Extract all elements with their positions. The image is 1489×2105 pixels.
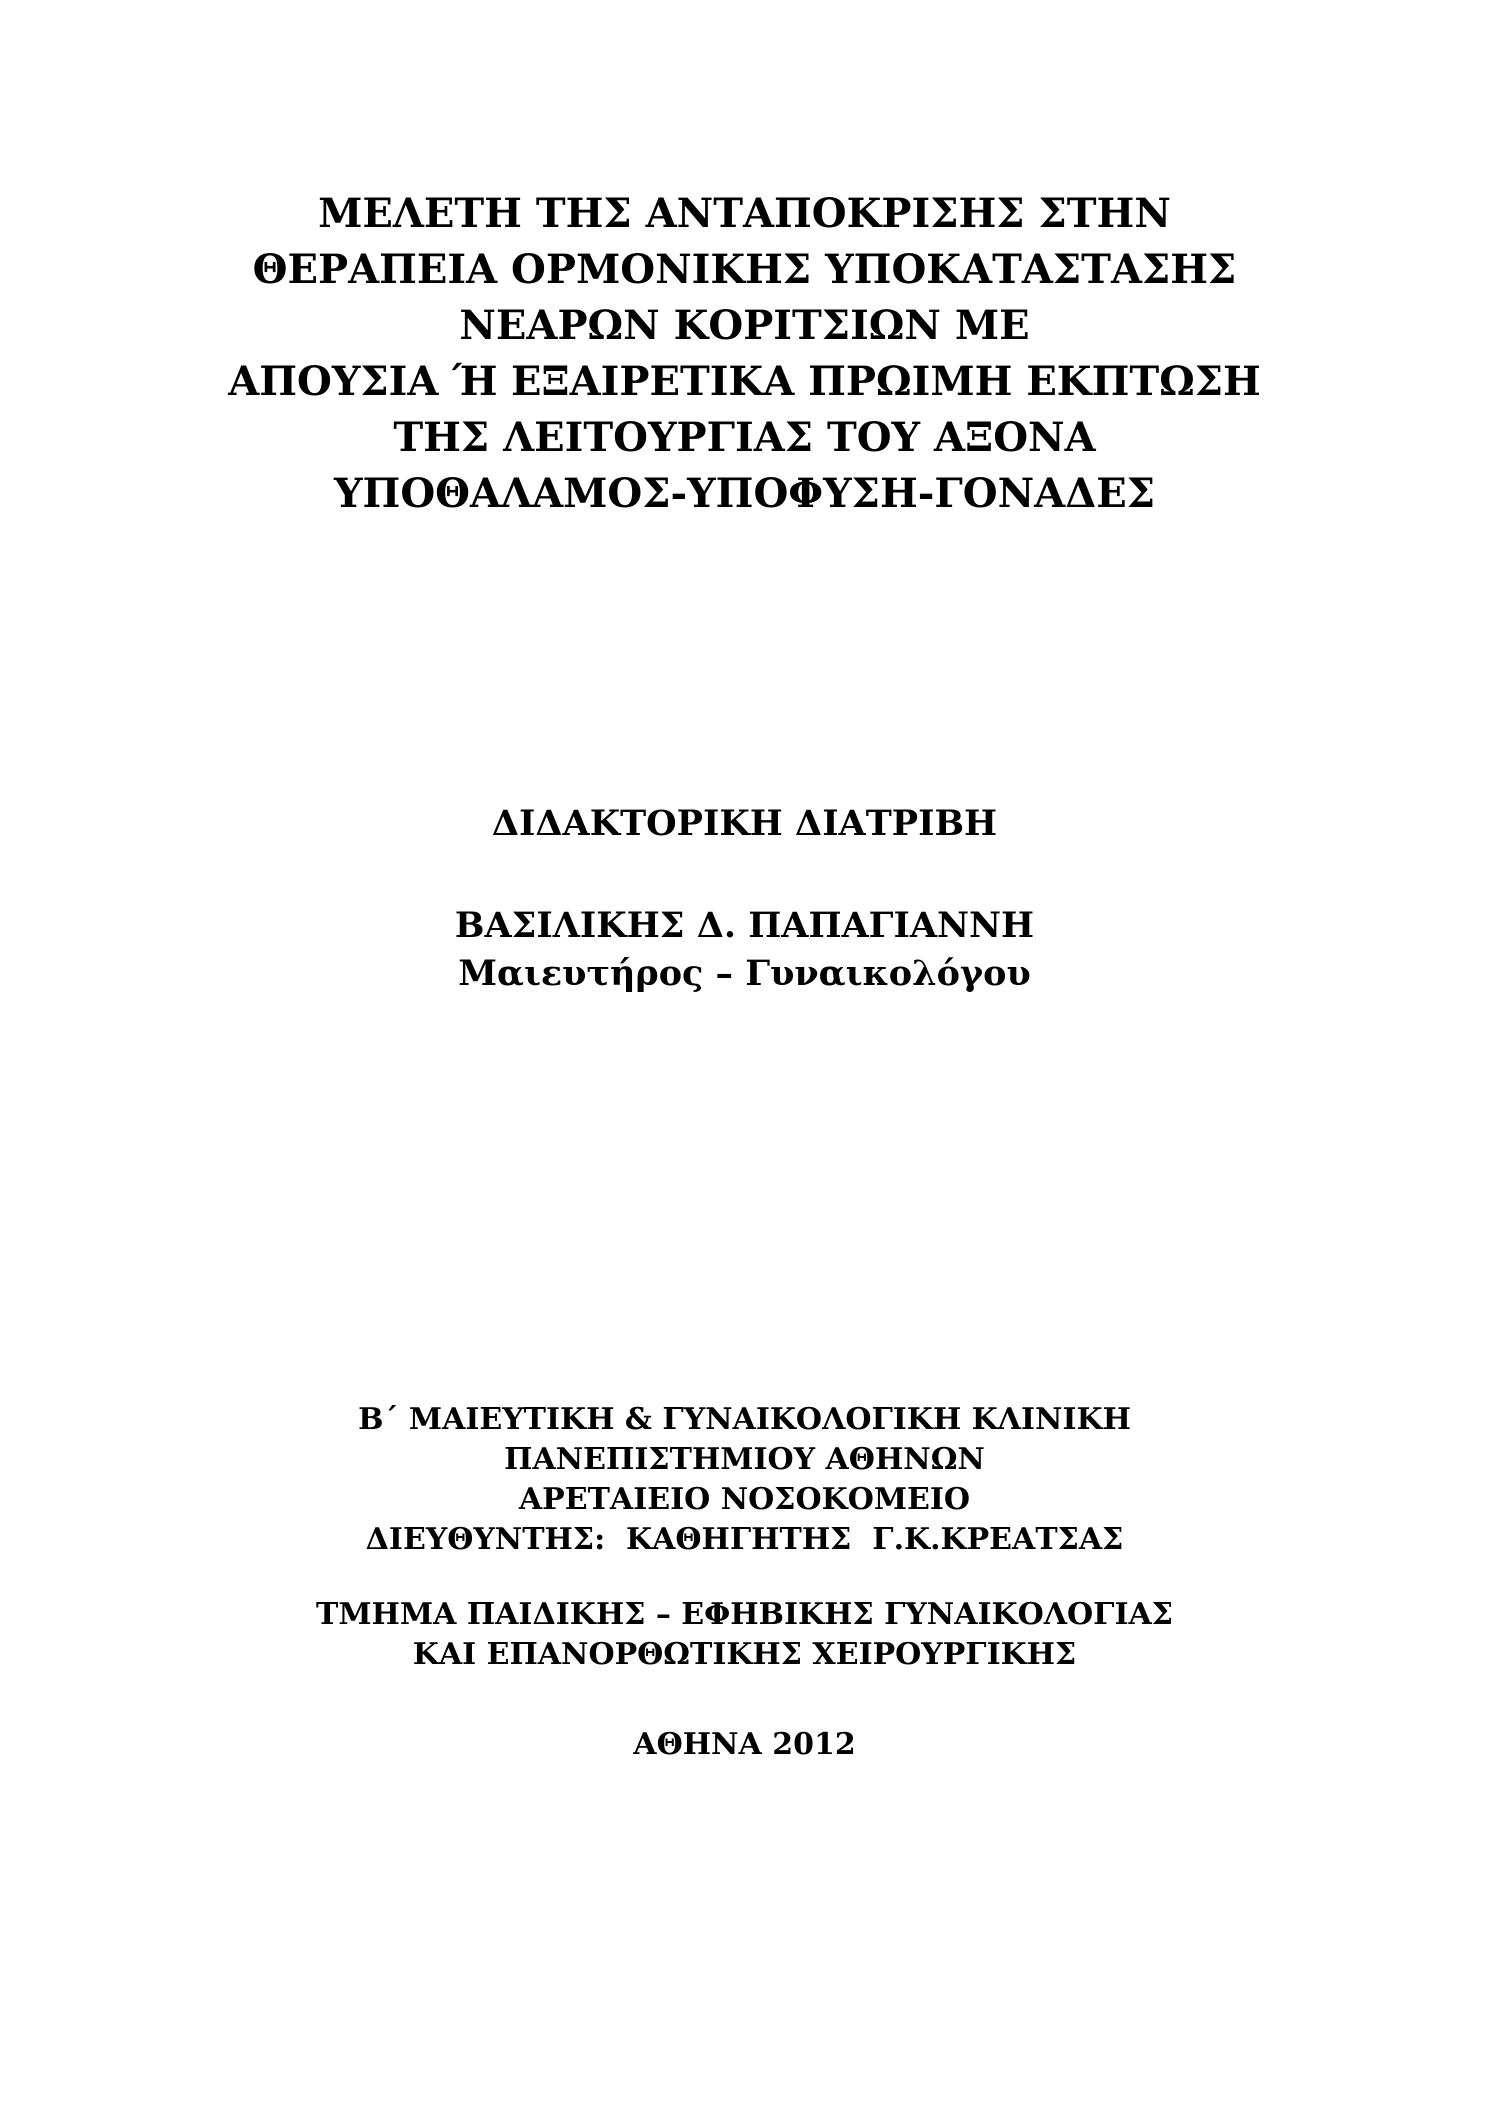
- thesis-type: [0, 800, 1489, 848]
- title-line: ΤΗΣ ΛΕΙΤΟΥΡΓΙΑΣ ΤΟΥ ΑΞΟΝΑ: [393, 414, 1096, 461]
- title-line: ΝΕΑΡΩΝ ΚΟΡΙΤΣΙΩΝ ΜΕ: [459, 302, 1030, 349]
- clinic-line: ΑΡΕΤΑΙΕΙΟ ΝΟΣΟΚΟΜΕΙΟ: [518, 1482, 971, 1517]
- place-year: ΑΘΗΝΑ 2012: [633, 1727, 856, 1762]
- thesis-type-label: ΔΙΔΑΚΤΟΡΙΚΗ ΔΙΑΤΡΙΒΗ: [491, 803, 998, 844]
- clinic-line: ΔΙΕΥΘΥΝΤΗΣ: ΚΑΘΗΓΗΤΗΣ Γ.Κ.ΚΡΕΑΤΣΑΣ: [365, 1522, 1124, 1557]
- department-line: ΚΑΙ ΕΠΑΝΟΡΘΩΤΙΚΗΣ ΧΕΙΡΟΥΡΓΙΚΗΣ: [412, 1637, 1077, 1672]
- title-line: ΑΠΟΥΣΙΑ Ή ΕΞΑΙΡΕΤΙΚΑ ΠΡΩΙΜΗ ΕΚΠΤΩΣΗ: [228, 358, 1261, 405]
- thesis-title: [0, 186, 1489, 522]
- clinic-line: Β΄ ΜΑΙΕΥΤΙΚΗ & ΓΥΝΑΙΚΟΛΟΓΙΚΗ ΚΛΙΝΙΚΗ: [358, 1402, 1131, 1437]
- author-block: [0, 902, 1489, 998]
- author-role: Μαιευτήρος – Γυναικολόγου: [458, 953, 1031, 994]
- author-name: ΒΑΣΙΛΙΚΗΣ Δ. ΠΑΠΑΓΙΑΝΝΗ: [454, 905, 1035, 946]
- department-line: ΤΜΗΜΑ ΠΑΙΔΙΚΗΣ – ΕΦΗΒΙΚΗΣ ΓΥΝΑΙΚΟΛΟΓΙΑΣ: [316, 1597, 1173, 1632]
- clinic-block: [0, 1400, 1489, 1560]
- title-line: ΥΠΟΘΑΛΑΜΟΣ-ΥΠΟΦΥΣΗ-ΓΟΝΑΔΕΣ: [333, 470, 1155, 517]
- clinic-line: ΠΑΝΕΠΙΣΤΗΜΙΟΥ ΑΘΗΝΩΝ: [504, 1442, 985, 1477]
- title-line: ΜΕΛΕΤΗ ΤΗΣ ΑΝΤΑΠΟΚΡΙΣΗΣ ΣΤΗΝ: [318, 190, 1171, 237]
- title-line: ΘΕΡΑΠΕΙΑ ΟΡΜΟΝΙΚΗΣ ΥΠΟΚΑΤΑΣΤΑΣΗΣ: [252, 246, 1237, 293]
- place-year-block: [0, 1725, 1489, 1765]
- department-block: [0, 1595, 1489, 1675]
